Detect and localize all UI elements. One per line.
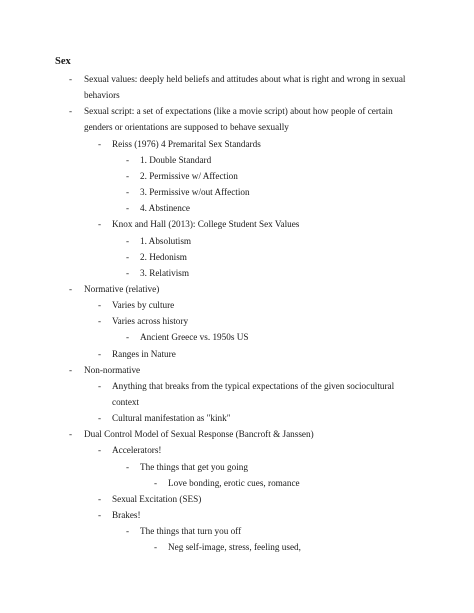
outline-item-level-4: Neg self-image, stress, feeling used,: [168, 542, 301, 552]
outline-item-level-2: Accelerators!: [112, 445, 162, 455]
outline-item-level-3: The things that turn you off: [140, 526, 242, 536]
outline-item-level-3: 2. Permissive w/ Affection: [140, 171, 238, 181]
outline-item-level-2: Cultural manifestation as "kink": [112, 413, 231, 423]
outline-item-level-2: Varies across history: [112, 316, 189, 326]
outline-item-level-4: Love bonding, erotic cues, romance: [168, 478, 300, 488]
bullet-dash-level-3: -: [126, 252, 130, 262]
bullet-dash-level-1: -: [69, 74, 73, 84]
bullet-dash-level-1: -: [69, 365, 73, 375]
bullet-dash-level-2: -: [98, 413, 102, 423]
bullet-dash-level-4: -: [154, 542, 158, 552]
bullet-dash-level-3: -: [126, 203, 130, 213]
bullet-dash-level-2: -: [98, 139, 102, 149]
outline-item-level-2: Brakes!: [112, 510, 141, 520]
outline-item-level-3: Ancient Greece vs. 1950s US: [140, 332, 249, 342]
outline-item-level-1: Normative (relative): [84, 284, 160, 294]
outline-item-level-1: behaviors: [84, 90, 120, 100]
bullet-dash-level-2: -: [98, 510, 102, 520]
outline-item-level-2: context: [112, 397, 140, 407]
bullet-dash-level-3: -: [126, 155, 130, 165]
bullet-dash-level-3: -: [126, 462, 130, 472]
bullet-dash-level-2: -: [98, 300, 102, 310]
outline-item-level-3: 4. Abstinence: [140, 203, 191, 213]
outline-item-level-1: Non-normative: [84, 365, 141, 375]
outline-item-level-3: 1. Absolutism: [140, 236, 192, 246]
bullet-dash-level-1: -: [69, 106, 73, 116]
bullet-dash-level-1: -: [69, 429, 73, 439]
outline-item-level-1: Sexual values: deeply held beliefs and attitudes about what is right and wrong in sexual: [84, 74, 406, 84]
bullet-dash-level-4: -: [154, 478, 158, 488]
outline-item-level-2: Anything that breaks from the typical expectations of the given sociocultural: [112, 381, 395, 391]
bullet-dash-level-2: -: [98, 349, 102, 359]
bullet-dash-level-2: -: [98, 494, 102, 504]
outline-item-level-1: Sexual script: a set of expectations (like a movie script) about how people of certain: [84, 106, 393, 116]
bullet-dash-level-2: -: [98, 316, 102, 326]
bullet-dash-level-3: -: [126, 332, 130, 342]
document-heading: Sex: [55, 56, 71, 67]
outline-item-level-3: The things that get you going: [140, 462, 248, 472]
outline-item-level-2: Ranges in Nature: [112, 349, 176, 359]
bullet-dash-level-3: -: [126, 268, 130, 278]
bullet-dash-level-2: -: [98, 445, 102, 455]
bullet-dash-level-3: -: [126, 526, 130, 536]
outline-item-level-3: 2. Hedonism: [140, 252, 187, 262]
outline-item-level-2: Reiss (1976) 4 Premarital Sex Standards: [112, 139, 261, 149]
outline-item-level-2: Varies by culture: [112, 300, 175, 310]
outline-item-level-2: Sexual Excitation (SES): [112, 494, 202, 504]
bullet-dash-level-3: -: [126, 171, 130, 181]
outline-item-level-3: 3. Permissive w/out Affection: [140, 187, 250, 197]
bullet-dash-level-2: -: [98, 219, 102, 229]
bullet-dash-level-3: -: [126, 187, 130, 197]
bullet-dash-level-1: -: [69, 284, 73, 294]
outline-item-level-1: genders or orientations are supposed to behave sexually: [84, 122, 289, 132]
outline-item-level-3: 3. Relativism: [140, 268, 189, 278]
bullet-dash-level-3: -: [126, 236, 130, 246]
outline-item-level-2: Knox and Hall (2013): College Student Sex Values: [112, 219, 300, 229]
outline-item-level-1: Dual Control Model of Sexual Response (Bancroft & Janssen): [84, 429, 314, 439]
outline-item-level-3: 1. Double Standard: [140, 155, 212, 165]
bullet-dash-level-2: -: [98, 381, 102, 391]
